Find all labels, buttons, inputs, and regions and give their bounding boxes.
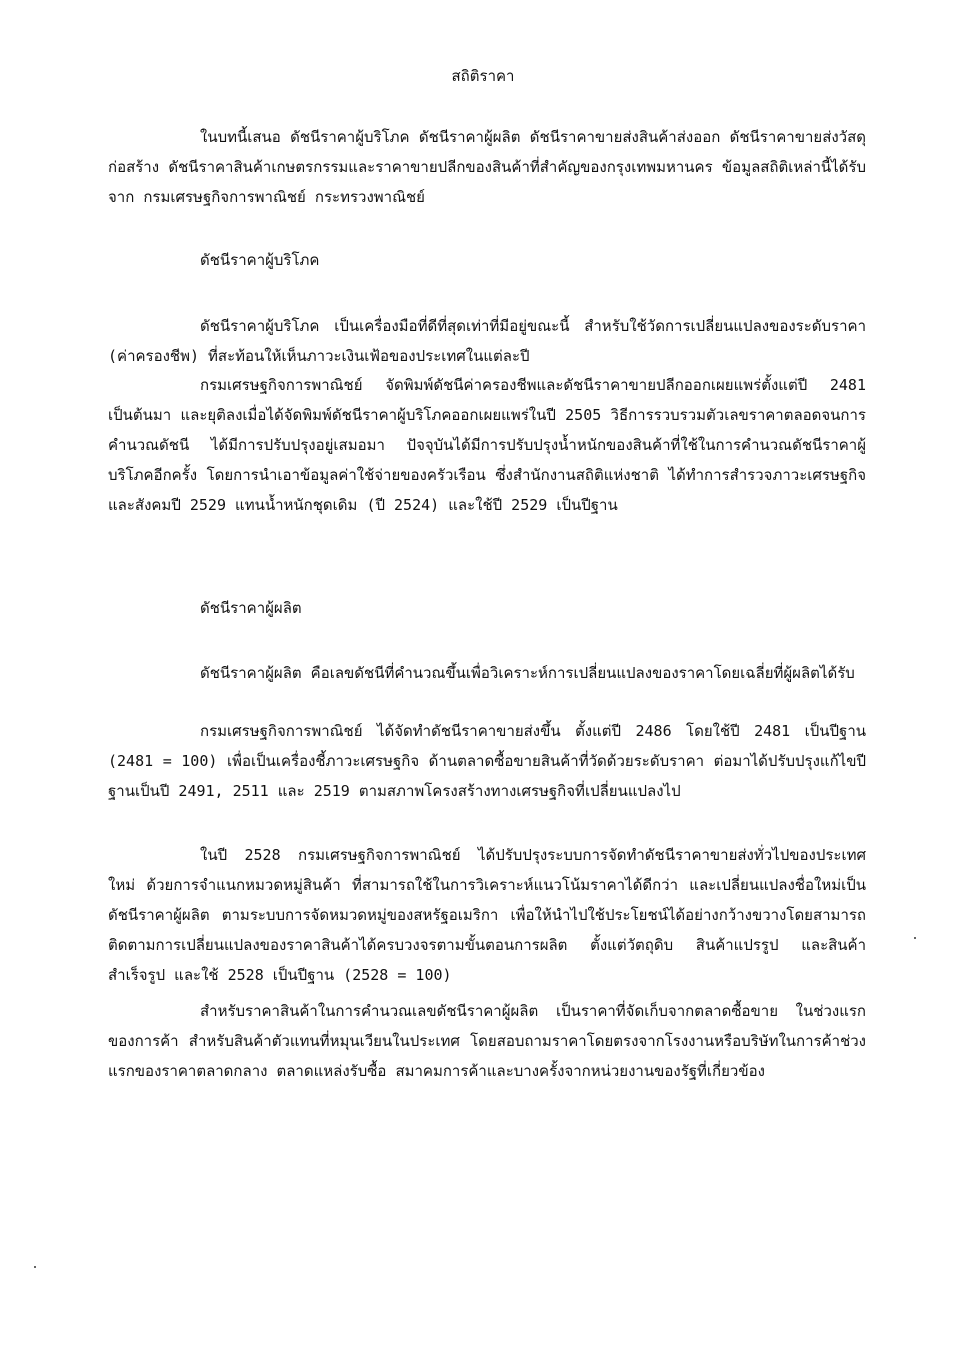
section-heading-consumer-price-index: ดัชนีราคาผู้บริโภค bbox=[200, 251, 320, 269]
consumer-price-index-paragraph-1: ดัชนีราคาผู้บริโภค เป็นเครื่องมือที่ดีที่สุดเท่าที่มีอยู่ขณะนี้ สำหรับใช้วัดการเปลี่ยนแปลงของระดับราคา (ค่าครองชีพ) ที่สะท้อนให้เห็นภาวะเงินเฟ้อของประเทศในแต่ละปี bbox=[108, 317, 866, 365]
producer-price-index-paragraph-3: ในปี 2528 กรมเศรษฐกิจการพาณิชย์ ได้ปรับปรุงระบบการจัดทำดัชนีราคาขายส่งทั่วไปของประเทศใหม่ ด้วยการจำแนกหมวดหมู่สินค้า ที่สามารถใช้ในการวิเคราะห์แนวโน้มราคาได้ดีกว่า และเปลี่ยนแปลงชื่อใหม่เป็นดัชนีราคาผู้ผลิต ตามระบบการจัดหมวดหมู่ของสหรัฐอเมริกา เพื่อให้นำไปใช้ประโยชน์ได้อย่างกว้างขวางโดยสามารถติดตามการเปลี่ยนแปลงของราคาสินค้าได้ครบวงจรตามขั้นตอนการผลิต ตั้งแต่วัตถุดิบ สินค้าแปรรูป และสินค้าสำเร็จรูป และใช้ 2528 เป็นปีฐาน (2528 = 100) bbox=[108, 846, 866, 984]
page-title: สถิติราคา bbox=[451, 67, 515, 85]
intro-paragraph: ในบทนี้เสนอ ดัชนีราคาผู้บริโภค ดัชนีราคาผู้ผลิต ดัชนีราคาขายส่งสินค้าส่งออก ดัชนีราคาขายส่งวัสดุก่อสร้าง ดัชนีราคาสินค้าเกษตรกรรมและราคาขายปลีกของสินค้าที่สำคัญของกรุงเทพมหานคร ข้อมูลสถิติเหล่านี้ได้รับจาก กรมเศรษฐกิจการพาณิชย์ กระทรวงพาณิชย์ bbox=[108, 128, 866, 206]
producer-price-index-paragraph-1: ดัชนีราคาผู้ผลิต คือเลขดัชนีที่คำนวณขึ้นเพื่อวิเคราะห์การเปลี่ยนแปลงของราคาโดยเฉลี่ยที่ผู้ผลิตได้รับ bbox=[200, 664, 855, 682]
producer-price-index-paragraph-4: สำหรับราคาสินค้าในการคำนวณเลขดัชนีราคาผู้ผลิต เป็นราคาที่จัดเก็บจากตลาดซื้อขาย ในช่วงแรกของการค้า สำหรับสินค้าตัวแทนที่หมุนเวียนในประเทศ โดยสอบถามราคาโดยตรงจากโรงงานหรือบริษัทในการค้าช่วงแรกของราคาตลาดกลาง ตลาดแหล่งรับซื้อ สมาคมการค้าและบางครั้งจากหน่วยงานของรัฐที่เกี่ยวข้อง bbox=[108, 1002, 866, 1080]
scan-speck bbox=[34, 1266, 36, 1268]
section-heading-producer-price-index: ดัชนีราคาผู้ผลิต bbox=[200, 599, 302, 617]
consumer-price-index-paragraph-2: กรมเศรษฐกิจการพาณิชย์ จัดพิมพ์ดัชนีค่าครองชีพและดัชนีราคาขายปลีกออกเผยแพร่ตั้งแต่ปี 2481 เป็นต้นมา และยุติลงเมื่อได้จัดพิมพ์ดัชนีราคาผู้บริโภคออกเผยแพร่ในปี 2505 วิธีการรวบรวมตัวเลขราคาตลอดจนการคำนวณดัชนี ได้มีการปรับปรุงอยู่เสมอมา ปัจจุบันได้มีการปรับปรุงน้ำหนักของสินค้าที่ใช้ในการคำนวณดัชนีราคาผู้บริโภคอีกครั้ง โดยการนำเอาข้อมูลค่าใช้จ่ายของครัวเรือน ซึ่งสำนักงานสถิติแห่งชาติ ได้ทำการสำรวจภาวะเศรษฐกิจและสังคมปี 2529 แทนน้ำหนักชุดเดิม (ปี 2524) และใช้ปี 2529 เป็นปีฐาน bbox=[108, 376, 866, 514]
producer-price-index-paragraph-2: กรมเศรษฐกิจการพาณิชย์ ได้จัดทำดัชนีราคาขายส่งขึ้น ตั้งแต่ปี 2486 โดยใช้ปี 2481 เป็นปีฐาน (2481 = 100) เพื่อเป็นเครื่องชี้ภาวะเศรษฐกิจ ด้านตลาดซื้อขายสินค้าที่วัดด้วยระดับราคา ต่อมาได้ปรับปรุงแก้ไขปีฐานเป็นปี 2491, 2511 และ 2519 ตามสภาพโครงสร้างทางเศรษฐกิจที่เปลี่ยนแปลงไป bbox=[108, 722, 866, 800]
scan-speck bbox=[914, 937, 916, 939]
